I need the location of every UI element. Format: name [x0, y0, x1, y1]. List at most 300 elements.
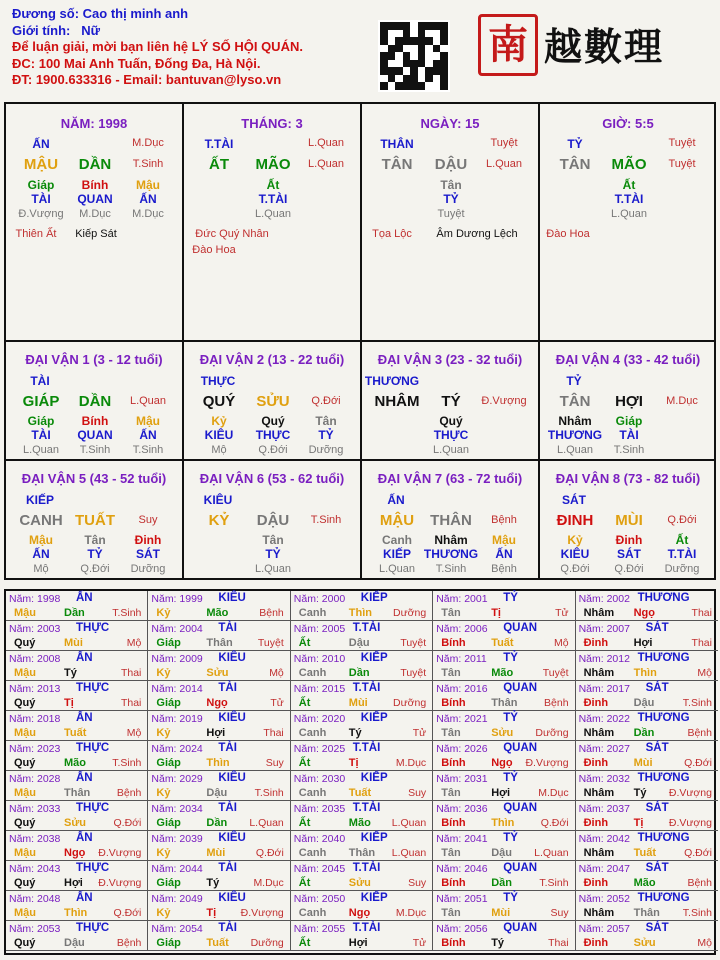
year-branch: Ngọ: [206, 697, 228, 709]
year-cell: [576, 771, 718, 801]
dai-van-cell: [540, 461, 716, 578]
year-god: KIẾP: [360, 592, 388, 604]
year-stem: Kỷ: [156, 847, 171, 859]
year-label: Năm: 2051: [436, 893, 488, 905]
year-branch: Tý: [348, 727, 362, 739]
year-cell: [291, 831, 433, 861]
dai-van-right: Q.Đới: [667, 514, 697, 526]
year-cell: [148, 621, 290, 651]
year-branch: Sửu: [206, 667, 229, 679]
phone-email-line: ĐT: 1900.633316 - Email: bantuvan@lyso.vn: [12, 72, 282, 87]
year-status: Dưỡng: [393, 697, 427, 709]
hidden-god: THƯƠNG: [547, 428, 603, 442]
year-status: Q.Đới: [684, 847, 712, 859]
year-cell: [433, 651, 575, 681]
dai-van-right: L.Quan: [129, 395, 167, 407]
year-branch: Dần: [491, 877, 512, 889]
year-god: QUAN: [503, 802, 538, 814]
hidden-status: T.Sinh: [79, 444, 111, 456]
year-branch: Mùi: [64, 637, 83, 649]
dai-van-can: TÂN: [559, 393, 591, 410]
year-god: THƯƠNG: [637, 592, 690, 604]
year-stem: Mậu: [14, 847, 36, 859]
dai-van-title: ĐẠI VẬN 2 (13 - 22 tuổi): [199, 352, 345, 367]
year-cell: [576, 591, 718, 621]
year-stem: Tân: [441, 727, 461, 739]
dai-van-top: TỶ: [566, 374, 582, 388]
year-god: TÀI: [218, 922, 237, 934]
dai-van-right: Suy: [138, 514, 158, 526]
year-label: Năm: 2010: [293, 653, 346, 665]
year-cell: [6, 591, 148, 621]
year-cell: [6, 891, 148, 921]
year-cell: [6, 651, 148, 681]
hidden-status: Mộ: [211, 444, 227, 456]
year-branch: Ngọ: [633, 607, 655, 619]
header-info: [12, 6, 303, 89]
year-label: Năm: 2006: [436, 623, 488, 635]
pillar-title: THÁNG: 3: [241, 116, 303, 131]
year-branch: Thìn: [64, 907, 88, 919]
hidden-god: KIẾP: [382, 547, 412, 561]
year-stem: Ất: [298, 757, 311, 769]
hidden-stem: Bính: [81, 178, 109, 192]
pillar-cell: [6, 104, 184, 342]
year-branch: Dậu: [64, 937, 85, 949]
name-value: Cao thị minh anh: [82, 6, 189, 21]
year-god: THỰC: [76, 922, 110, 934]
year-status: Tuyệt: [257, 637, 284, 649]
year-stem: Mậu: [14, 787, 36, 799]
year-god: T.TÀI: [352, 682, 381, 694]
year-branch: Tý: [633, 787, 647, 799]
year-branch: Dần: [64, 607, 85, 619]
year-stem: Nhâm: [583, 667, 615, 679]
year-stem: Đinh: [583, 697, 609, 709]
dai-van-top: SÁT: [562, 493, 586, 507]
year-label: Năm: 2018: [9, 713, 61, 725]
pillar-top-star: ẤN: [32, 137, 50, 151]
year-god: THƯƠNG: [637, 712, 690, 724]
dai-van-right: Bệnh: [491, 514, 517, 526]
dai-van-chi: TUẤT: [75, 512, 115, 529]
year-god: QUAN: [503, 622, 538, 634]
year-label: Năm: 2032: [578, 773, 630, 785]
year-status: Mộ: [697, 667, 712, 679]
year-branch: Tuất: [633, 847, 656, 859]
year-cell: [148, 681, 290, 711]
year-cell: [291, 741, 433, 771]
year-stem: Nhâm: [583, 787, 615, 799]
dai-van-right: Q.Đới: [311, 395, 341, 407]
year-cell: [6, 771, 148, 801]
hidden-status: Dưỡng: [130, 563, 166, 575]
year-status: T.Sinh: [112, 757, 142, 769]
pillar-can: MẬU: [23, 156, 59, 173]
pillar-can: ẤT: [209, 156, 229, 173]
year-status: Mộ: [697, 937, 712, 949]
year-cell: [576, 651, 718, 681]
year-god: QUAN: [503, 742, 538, 754]
year-status: Dưỡng: [250, 937, 284, 949]
year-status: Q.Đới: [255, 847, 284, 859]
hidden-stem: Quý: [261, 414, 285, 428]
year-branch: Thìn: [348, 607, 373, 619]
year-branch: Thân: [206, 637, 233, 649]
dai-van-can: MẬU: [379, 512, 415, 529]
year-branch: Mão: [206, 607, 229, 619]
year-status: Đ.Vượng: [668, 787, 712, 799]
year-cell: [148, 771, 290, 801]
hidden-stem: Mậu: [492, 533, 516, 547]
year-cell: [576, 831, 718, 861]
year-cell: [433, 831, 575, 861]
year-label: Năm: 2019: [151, 713, 203, 725]
year-label: Năm: 2007: [578, 623, 630, 635]
year-god: TỶ: [503, 712, 518, 724]
pillar-chi: MÃO: [255, 156, 291, 173]
year-branch: Sửu: [348, 877, 371, 889]
hidden-status: L.Quan: [378, 563, 416, 575]
pillar-can: TÂN: [381, 156, 413, 173]
year-branch: Sửu: [633, 937, 656, 949]
year-god: T.TÀI: [352, 742, 381, 754]
hidden-status: L.Quan: [432, 444, 470, 456]
year-branch: Mão: [64, 757, 86, 769]
year-stem: Bính: [441, 697, 466, 709]
seal-stamp: 南: [478, 14, 538, 76]
year-cell: [576, 621, 718, 651]
hidden-status: L.Quan: [254, 208, 292, 220]
year-god: KIÊU: [218, 832, 246, 844]
hidden-status: Tuyệt: [437, 208, 465, 220]
year-label: Năm: 2044: [151, 863, 203, 875]
hidden-stem: Bính: [81, 414, 109, 428]
year-status: Thai: [120, 667, 142, 679]
dai-van-cell: [362, 342, 540, 461]
hidden-god: ẤN: [495, 547, 513, 561]
year-stem: Đinh: [583, 757, 609, 769]
year-label: Năm: 2000: [293, 593, 346, 605]
dai-van-top: KIẾP: [25, 493, 55, 507]
year-cell: [291, 801, 433, 831]
year-cell: [6, 681, 148, 711]
year-god: KIÊU: [218, 712, 246, 724]
year-branch: Tị: [348, 757, 359, 769]
year-cell: [291, 591, 433, 621]
year-stem: Kỷ: [156, 907, 171, 919]
gender-line: [12, 23, 303, 40]
year-label: Năm: 2028: [9, 773, 61, 785]
hidden-status: L.Quan: [610, 208, 648, 220]
year-god: THỰC: [76, 742, 110, 754]
year-stem: Bính: [441, 637, 466, 649]
hidden-god: TỶ: [87, 547, 103, 561]
year-stem: Tân: [441, 787, 461, 799]
year-label: Năm: 2037: [578, 803, 630, 815]
year-label: Năm: 2050: [293, 893, 346, 905]
year-stem: Bính: [441, 877, 466, 889]
year-label: Năm: 2009: [151, 653, 203, 665]
year-stem: Kỷ: [156, 787, 171, 799]
year-label: Năm: 2046: [436, 863, 488, 875]
year-cell: [433, 741, 575, 771]
year-branch: Hợi: [206, 727, 226, 739]
year-god: KIẾP: [360, 832, 388, 844]
year-branch: Mão: [491, 667, 514, 679]
year-cell: [433, 681, 575, 711]
year-god: TÀI: [218, 682, 237, 694]
hidden-stem: Ất: [675, 533, 689, 547]
year-label: Năm: 2042: [578, 833, 630, 845]
dai-van-chi: DẬU: [256, 512, 290, 529]
pillar-chi-right: L.Quan: [307, 158, 345, 170]
year-status: T.Sinh: [539, 877, 569, 889]
hidden-stem: Ất: [266, 178, 280, 192]
year-stem: Quý: [14, 697, 36, 709]
year-branch: Dần: [206, 817, 228, 829]
year-branch: Thân: [491, 697, 518, 709]
year-cell: [6, 831, 148, 861]
year-stem: Canh: [298, 907, 327, 919]
hidden-status: Bệnh: [491, 563, 517, 575]
year-status: Suy: [550, 907, 569, 919]
pillar-cell: [362, 104, 540, 342]
hidden-god: QUAN: [77, 192, 113, 206]
year-god: THỰC: [76, 682, 110, 694]
year-branch: Tị: [491, 607, 501, 619]
year-god: SÁT: [645, 742, 669, 754]
address-line: ĐC: 100 Mai Anh Tuấn, Đống Đa, Hà Nội.: [12, 55, 261, 71]
year-cell: [576, 801, 718, 831]
year-stem: Tân: [441, 907, 461, 919]
year-label: Năm: 2053: [9, 923, 61, 935]
year-label: Năm: 2043: [9, 863, 61, 875]
dai-van-top: THỰC: [200, 374, 236, 388]
year-branch: Mão: [348, 817, 371, 829]
year-status: Thai: [548, 937, 569, 949]
year-stem: Ất: [298, 637, 311, 649]
year-stem: Tân: [441, 667, 461, 679]
year-god: KIẾP: [360, 772, 388, 784]
year-stem: Ất: [298, 817, 311, 829]
dai-van-can: ĐINH: [556, 512, 594, 529]
year-branch: Tý: [64, 667, 77, 679]
hidden-god: TỶ: [265, 547, 281, 561]
year-stem: Ất: [298, 877, 311, 889]
year-god: THỰC: [76, 802, 110, 814]
year-stem: Quý: [14, 937, 36, 949]
dai-van-cell: [6, 342, 184, 461]
year-status: Dưỡng: [393, 607, 427, 619]
year-label: Năm: 2035: [293, 803, 346, 815]
year-god: ẤN: [76, 712, 93, 724]
year-stem: Canh: [298, 607, 327, 619]
year-label: Năm: 2030: [293, 773, 346, 785]
year-cell: [6, 741, 148, 771]
year-branch: Ngọ: [348, 907, 371, 919]
hidden-status: L.Quan: [556, 444, 594, 456]
hidden-stem: Tân: [84, 533, 106, 547]
year-god: QUAN: [503, 862, 538, 874]
year-cell: [433, 621, 575, 651]
year-branch: Mùi: [348, 697, 368, 709]
hidden-stem: Tân: [262, 533, 284, 547]
dai-van-right: M.Dục: [666, 395, 698, 407]
year-god: ẤN: [76, 832, 93, 844]
hidden-god: TỶ: [443, 192, 459, 206]
year-cell: [6, 711, 148, 741]
year-god: THƯƠNG: [637, 772, 690, 784]
year-branch: Dần: [348, 667, 370, 679]
year-cell: [291, 861, 433, 891]
hidden-status: L.Quan: [254, 563, 292, 575]
year-stem: Kỷ: [156, 667, 171, 679]
year-cell: [148, 651, 290, 681]
year-status: Bệnh: [259, 607, 284, 619]
year-status: L.Quan: [534, 847, 569, 859]
year-stem: Quý: [14, 637, 36, 649]
year-label: Năm: 2022: [578, 713, 630, 725]
hidden-status: M.Dục: [132, 208, 164, 220]
hidden-god: ẤN: [32, 547, 50, 561]
year-status: Thai: [263, 727, 284, 739]
year-branch: Tị: [64, 697, 74, 709]
year-god: ẤN: [76, 652, 93, 664]
year-god: THƯƠNG: [637, 892, 690, 904]
year-cell: [291, 681, 433, 711]
year-cell: [6, 621, 148, 651]
year-cell: [576, 861, 718, 891]
dai-van-title: ĐẠI VẬN 7 (63 - 72 tuổi): [377, 471, 523, 486]
year-label: Năm: 2013: [9, 683, 61, 695]
shensha-star: Thiên Ất: [15, 228, 57, 240]
year-branch: Tuất: [64, 727, 87, 739]
year-cell: [433, 771, 575, 801]
year-label: Năm: 2014: [151, 683, 203, 695]
hidden-stem: Canh: [382, 533, 412, 547]
year-cell: [291, 711, 433, 741]
year-label: Năm: 2034: [151, 803, 203, 815]
year-label: Năm: 2056: [436, 923, 488, 935]
year-status: M.Dục: [538, 787, 569, 799]
year-status: Mộ: [269, 667, 284, 679]
pillar-can: TÂN: [559, 156, 591, 173]
pillar-cell: [184, 104, 362, 342]
hidden-stem: Giáp: [27, 414, 55, 428]
year-label: Năm: 2001: [436, 593, 488, 605]
pillar-chi-right: Tuyệt: [668, 158, 696, 170]
year-label: Năm: 1999: [151, 593, 203, 605]
hidden-status: T.Sinh: [435, 563, 467, 575]
hidden-god: THỰC: [433, 428, 469, 442]
hidden-status: T.Sinh: [132, 444, 164, 456]
year-stem: Giáp: [156, 877, 181, 889]
year-god: T.TÀI: [352, 922, 381, 934]
dai-van-can: CANH: [19, 512, 63, 529]
year-cell: [576, 891, 718, 921]
year-god: TÀI: [218, 742, 237, 754]
year-branch: Thân: [633, 907, 660, 919]
year-god: SÁT: [645, 862, 669, 874]
year-branch: Thân: [348, 847, 376, 859]
shensha-star: Đức Quý Nhân: [195, 228, 269, 240]
year-status: Bệnh: [687, 877, 712, 889]
year-god: QUAN: [503, 922, 538, 934]
year-label: Năm: 2054: [151, 923, 203, 935]
hidden-status: T.Sinh: [613, 444, 645, 456]
year-stem: Canh: [298, 787, 327, 799]
year-status: L.Quan: [391, 817, 427, 829]
year-status: Thai: [691, 607, 712, 619]
year-stem: Đinh: [583, 637, 609, 649]
year-god: SÁT: [645, 682, 669, 694]
year-cell: [148, 591, 290, 621]
year-status: M.Dục: [395, 757, 427, 769]
year-status: Bệnh: [544, 697, 569, 709]
dai-van-title: ĐẠI VẬN 3 (23 - 32 tuổi): [377, 352, 523, 367]
year-cell: [148, 861, 290, 891]
year-label: Năm: 1998: [9, 593, 61, 605]
year-cell: [433, 801, 575, 831]
year-stem: Nhâm: [583, 727, 615, 739]
dai-van-cell: [6, 461, 184, 578]
year-label: Năm: 2031: [436, 773, 488, 785]
year-branch: Dậu: [348, 637, 370, 649]
year-stem: Giáp: [156, 937, 181, 949]
shensha-star: Tọa Lộc: [372, 228, 412, 240]
year-cell: [6, 801, 148, 831]
dai-van-title: ĐẠI VẬN 6 (53 - 62 tuổi): [199, 471, 345, 486]
year-branch: Thìn: [206, 757, 230, 769]
pillar-cell: [540, 104, 716, 342]
year-label: Năm: 2045: [293, 863, 346, 875]
year-stem: Đinh: [583, 877, 609, 889]
year-god: KIÊU: [218, 592, 246, 604]
year-branch: Mùi: [206, 847, 226, 859]
year-label: Năm: 2040: [293, 833, 346, 845]
hidden-god: TÀI: [31, 428, 51, 442]
name-line: [12, 6, 303, 23]
year-branch: Mão: [633, 877, 656, 889]
year-god: KIÊU: [218, 772, 246, 784]
hidden-god: SÁT: [136, 547, 160, 561]
hidden-stem: Kỷ: [567, 533, 583, 547]
year-cell: [148, 891, 290, 921]
year-status: Thai: [120, 697, 142, 709]
year-label: Năm: 2015: [293, 683, 346, 695]
year-label: Năm: 2041: [436, 833, 488, 845]
dai-van-cell: [184, 461, 362, 578]
year-stem: Kỷ: [156, 727, 171, 739]
year-label: Năm: 2020: [293, 713, 346, 725]
hidden-god: TÀI: [619, 428, 639, 442]
pillar-chi: DẦN: [78, 156, 112, 173]
hidden-god: THỰC: [255, 428, 291, 442]
year-cell: [148, 801, 290, 831]
year-god: TÀI: [218, 622, 237, 634]
year-god: TÀI: [218, 802, 237, 814]
pillar-title: NGÀY: 15: [420, 116, 480, 131]
year-cell: [576, 681, 718, 711]
hidden-god: QUAN: [77, 428, 113, 442]
year-status: Dưỡng: [535, 727, 569, 739]
contact-line: Để luận giải, mời bạn liên hệ LÝ SỐ HỘI QUÁN.: [12, 39, 303, 54]
dai-van-chi: SỬU: [256, 393, 290, 410]
year-branch: Ngọ: [491, 757, 513, 769]
year-stem: Nhâm: [583, 607, 615, 619]
year-god: T.TÀI: [352, 622, 381, 634]
